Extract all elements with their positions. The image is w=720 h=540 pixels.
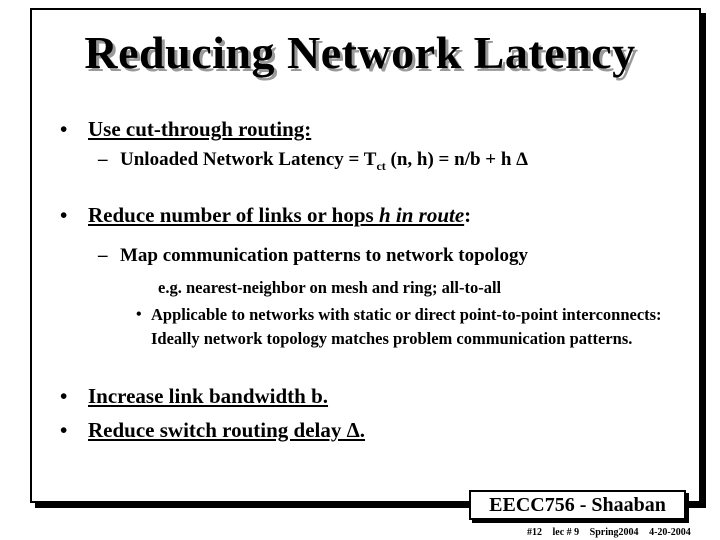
bullet-marker: • [60,203,68,227]
applicable-networks: Applicable to networks with static or direct point-to-point interconnects: Ideally network topology matches problem communication patterns. [151,305,662,348]
reduce-hops-colon: : [464,203,472,227]
slide-title: Reducing Network Latency [84,27,636,78]
date: 4-20-2004 [649,527,691,538]
dash-marker: – [98,149,108,170]
slide-number: #12 [527,527,542,538]
bullet-marker: • [60,384,68,408]
formula-suffix: (n, h) = n/b + h Δ [385,149,529,170]
bullet-cut-through: Use cut-through routing: [88,117,312,141]
reduce-hops-text: Reduce number of links or hops [88,203,379,227]
footer-info [527,527,699,538]
term: Spring2004 [589,527,639,538]
map-communication-patterns: Map communication patterns to network topology [120,245,528,266]
bullet-marker: • [60,117,68,141]
example-topologies: e.g. nearest-neighbor on mesh and ring; all-to-all [158,278,502,297]
bullet-increase-bandwidth: Increase link bandwidth b. [88,384,329,408]
bullet-marker: • [60,418,68,442]
reduce-hops-italic: h in route [378,203,465,227]
dash-marker: – [98,245,108,266]
bullet-reduce-delay: Reduce switch routing delay Δ. [88,418,366,442]
course-badge: EECC756 - Shaaban [469,490,686,520]
formula-prefix: Unloaded Network Latency = T [120,149,377,170]
formula-subscript: ct [376,158,386,173]
bullet-reduce-hops [88,203,471,228]
latency-formula [120,149,528,174]
lecture-number: lec # 9 [552,527,580,538]
bullet-marker: • [136,306,142,323]
